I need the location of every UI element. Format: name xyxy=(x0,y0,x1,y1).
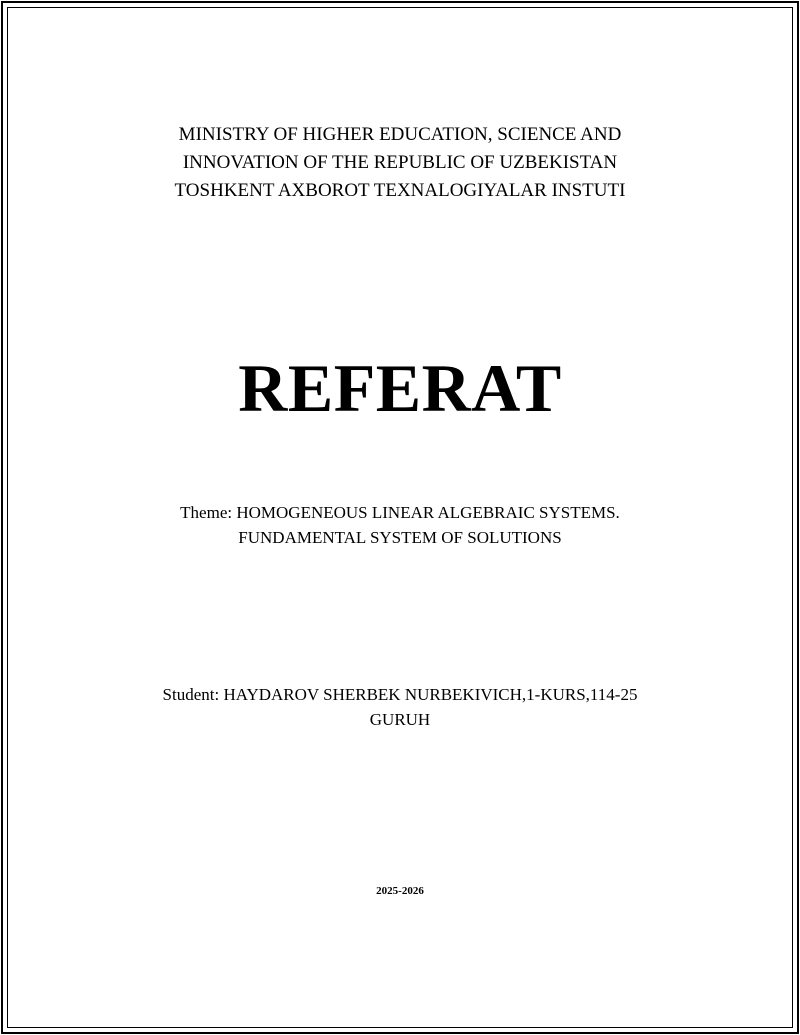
document-title: REFERAT xyxy=(238,350,562,426)
institution-line-2: INNOVATION OF THE REPUBLIC OF UZBEKISTAN xyxy=(182,152,618,173)
institution-line-1: MINISTRY OF HIGHER EDUCATION, SCIENCE AND xyxy=(178,124,622,145)
student-line-2: GURUH xyxy=(369,710,431,729)
institution-line-3: TOSHKENT AXBOROT TEXNALOGIYALAR INSTUTI xyxy=(174,180,626,201)
student-block xyxy=(0,682,800,732)
theme-line-2: FUNDAMENTAL SYSTEM OF SOLUTIONS xyxy=(238,528,562,547)
institution-header xyxy=(0,121,800,205)
theme-line-1: Theme: HOMOGENEOUS LINEAR ALGEBRAIC SYSTEMS. xyxy=(180,503,620,522)
theme-block xyxy=(0,500,800,550)
student-line-1: Student: HAYDAROV SHERBEK NURBEKIVICH,1-KURS,114-25 xyxy=(162,685,638,704)
academic-years: 2025-2026 xyxy=(376,885,424,897)
